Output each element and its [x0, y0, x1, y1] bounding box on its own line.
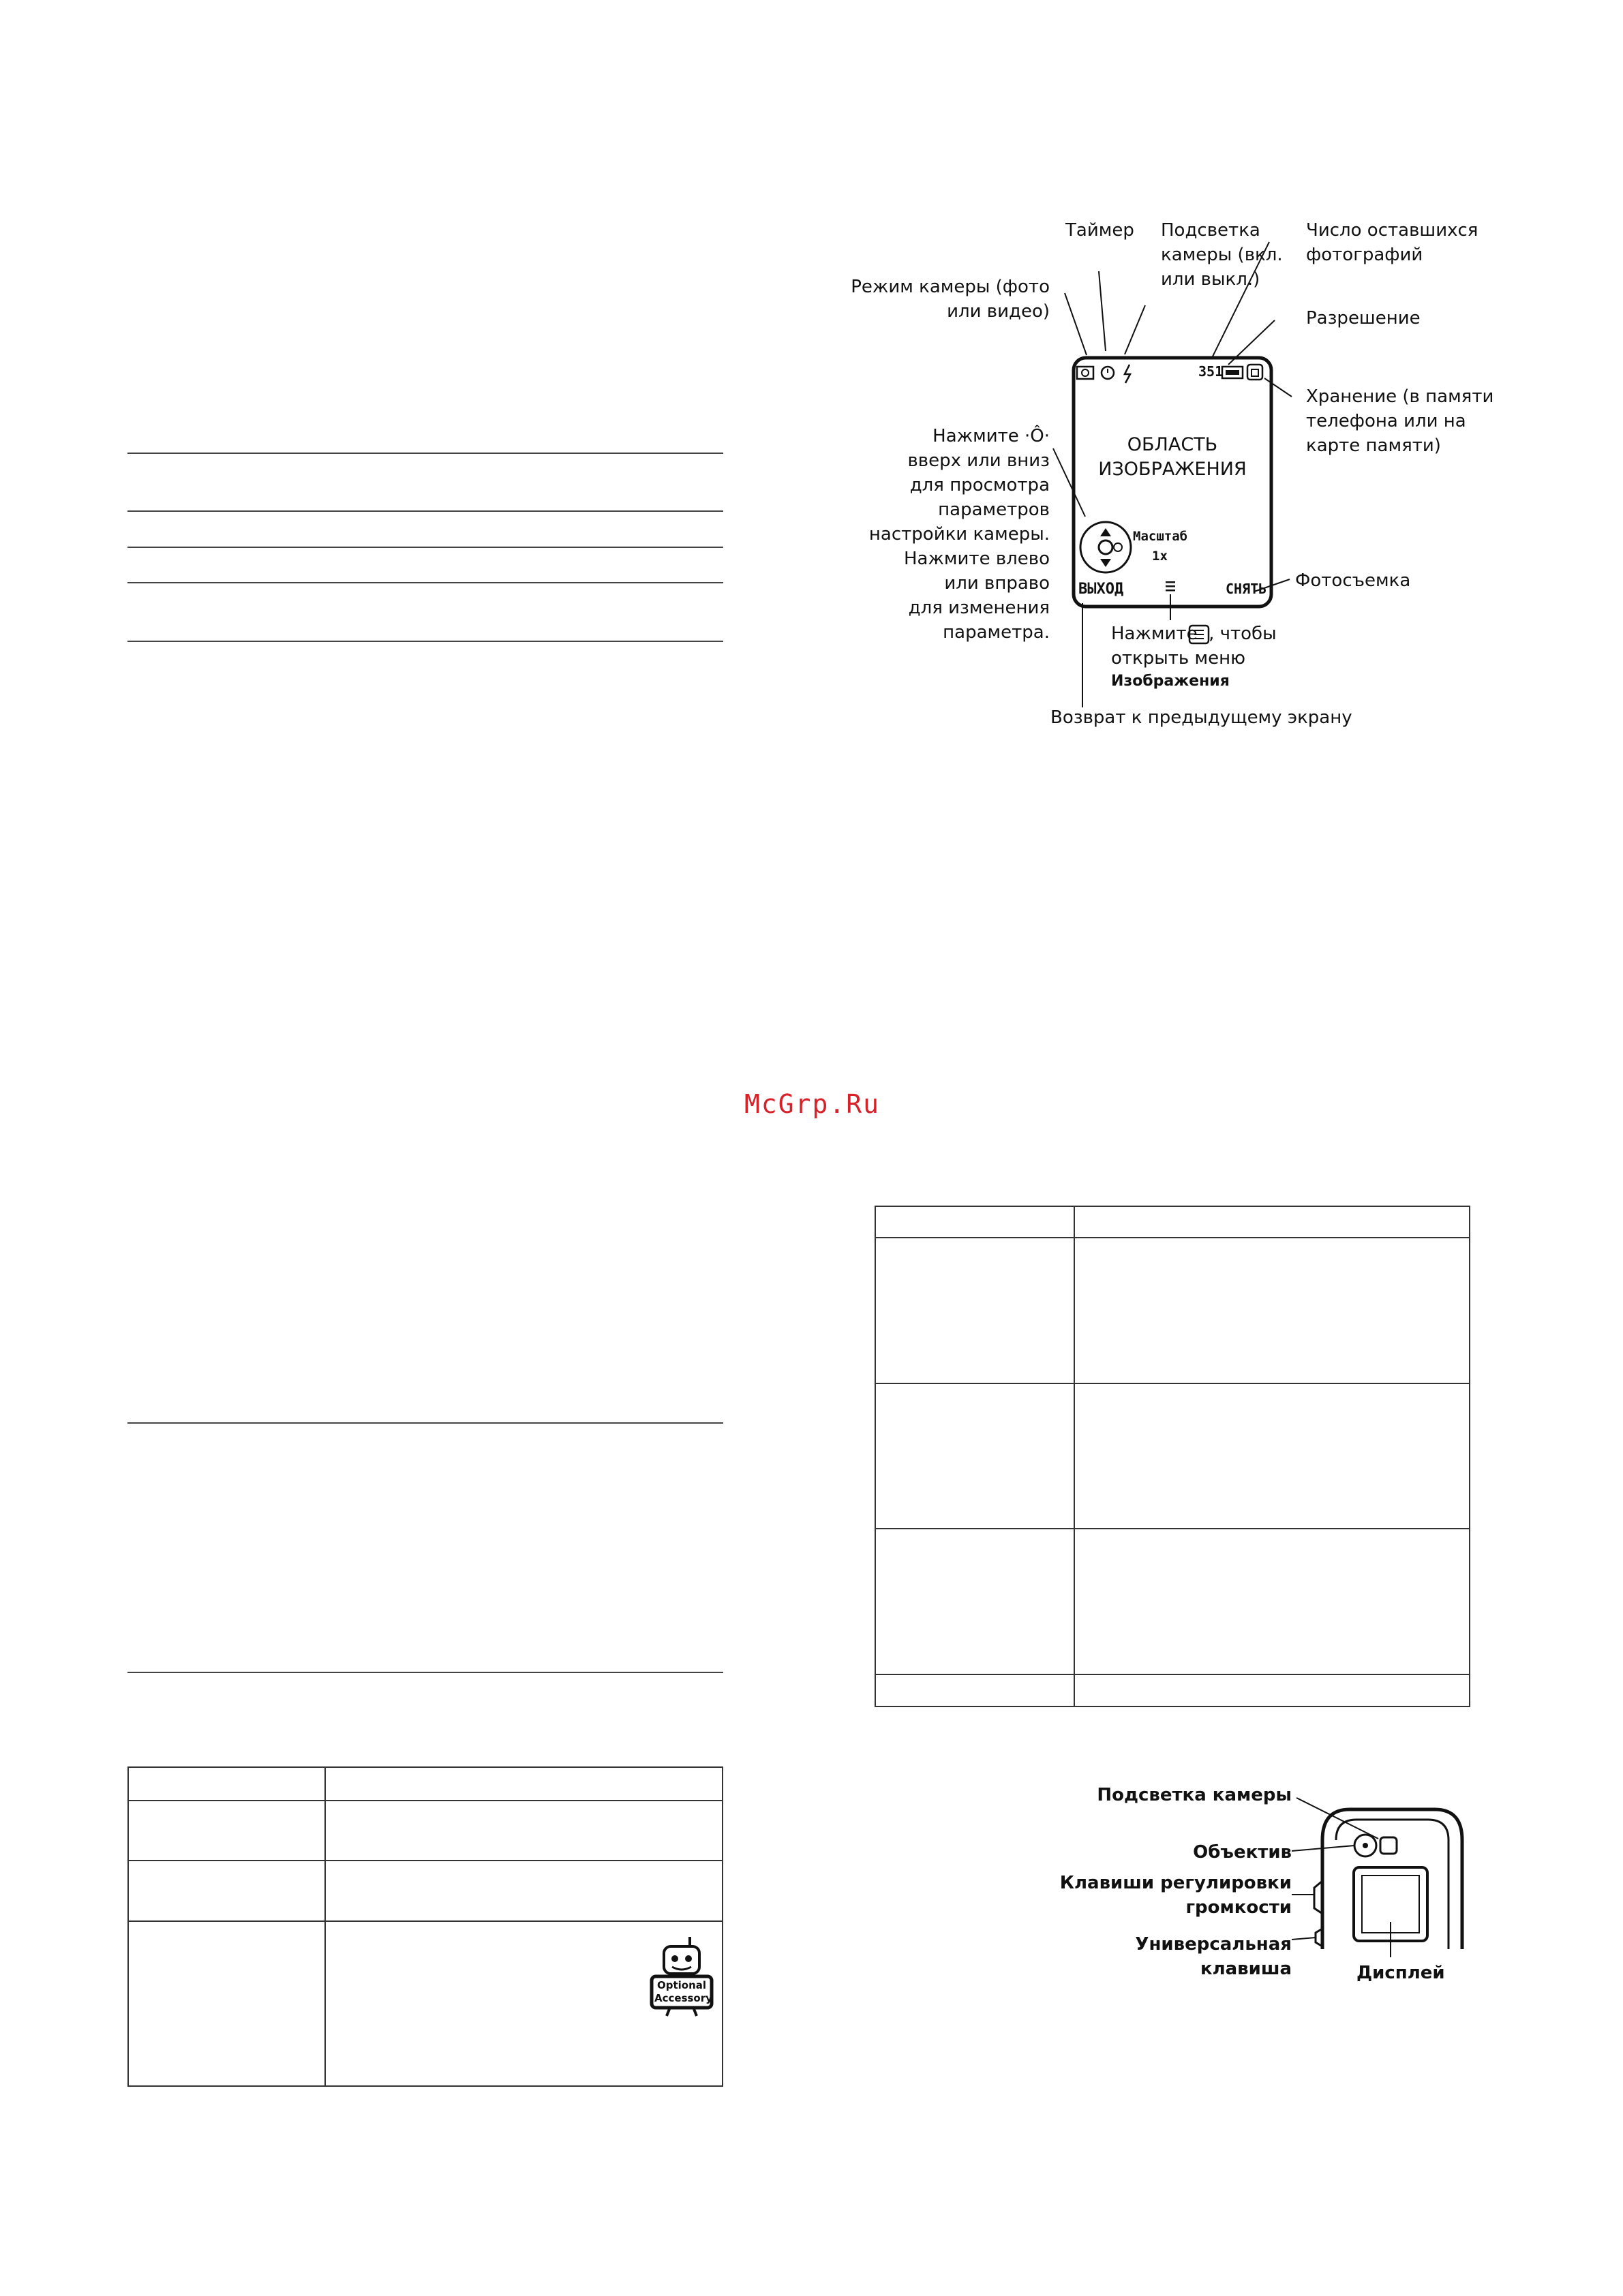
screen-photo-count: 351	[1198, 363, 1224, 380]
remaining-label-2: фотографий	[1306, 245, 1423, 265]
watermark: McGrp.Ru	[744, 1089, 881, 1119]
phone-volume-label-2: громкости	[1185, 1897, 1292, 1918]
screen-zoom-label: Масштаб	[1133, 529, 1188, 544]
phone-display-label: Дисплей	[1356, 1963, 1445, 1983]
nav-label-6: Нажмите влево	[904, 549, 1050, 569]
nav-label-7: или вправо	[944, 573, 1050, 594]
phone-body	[1322, 1809, 1462, 1949]
nav-label-1: Нажмите ·Ô·	[932, 426, 1050, 446]
phone-flash-label: Подсветка камеры	[1097, 1785, 1292, 1805]
storage-label-2: телефона или на	[1306, 411, 1466, 431]
screen-image-area-1: ОБЛАСТЬ	[1127, 434, 1218, 455]
nav-label-9: параметра.	[943, 622, 1050, 643]
nav-label-5: настройки камеры.	[868, 524, 1050, 545]
phone-lens-label: Объектив	[1193, 1842, 1292, 1863]
flash-label-3: или выкл.)	[1161, 269, 1260, 290]
back-label: Возврат к предыдущему экрану	[1050, 707, 1352, 728]
capture-label: Фотосъемка	[1295, 570, 1411, 591]
remaining-label-1: Число оставшихся	[1306, 220, 1478, 241]
resolution-label: Разрешение	[1306, 308, 1421, 328]
screen-image-area-2: ИЗОБРАЖЕНИЯ	[1098, 459, 1247, 480]
screen-exit-softkey[interactable]: ВЫХОД	[1078, 581, 1124, 598]
mode-label-1: Режим камеры (фото	[851, 277, 1050, 297]
screen-take-softkey[interactable]: СНЯТЬ	[1226, 581, 1267, 597]
menu-label-1: Нажмите , чтобы	[1111, 624, 1277, 644]
phone-volume-label-1: Клавиши регулировки	[1059, 1873, 1292, 1893]
menu-label-2: открыть меню	[1111, 648, 1246, 669]
nav-label-8: для изменения	[908, 598, 1050, 618]
camera-flash-icon	[1380, 1837, 1397, 1854]
screen-zoom-value: 1x	[1152, 549, 1168, 564]
nav-label-3: для просмотра	[909, 475, 1050, 495]
mode-label-2: или видео)	[947, 301, 1050, 322]
nav-label-2: вверх или вниз	[907, 450, 1050, 471]
flash-label-1: Подсветка	[1161, 220, 1260, 241]
nav-label-4: параметров	[938, 500, 1050, 520]
flash-label-2: камеры (вкл.	[1161, 245, 1283, 265]
menu-label-3: Изображения	[1111, 673, 1230, 690]
phone-smart-label-2: клавиша	[1200, 1959, 1292, 1979]
storage-label-3: карте памяти)	[1306, 435, 1441, 456]
badge-line-2: Accessory	[654, 1992, 712, 2004]
phone-smart-label-1: Универсальная	[1135, 1934, 1292, 1955]
badge-line-1: Optional	[656, 1979, 707, 1991]
timer-label: Таймер	[1065, 220, 1134, 241]
storage-label-1: Хранение (в памяти	[1306, 386, 1494, 407]
